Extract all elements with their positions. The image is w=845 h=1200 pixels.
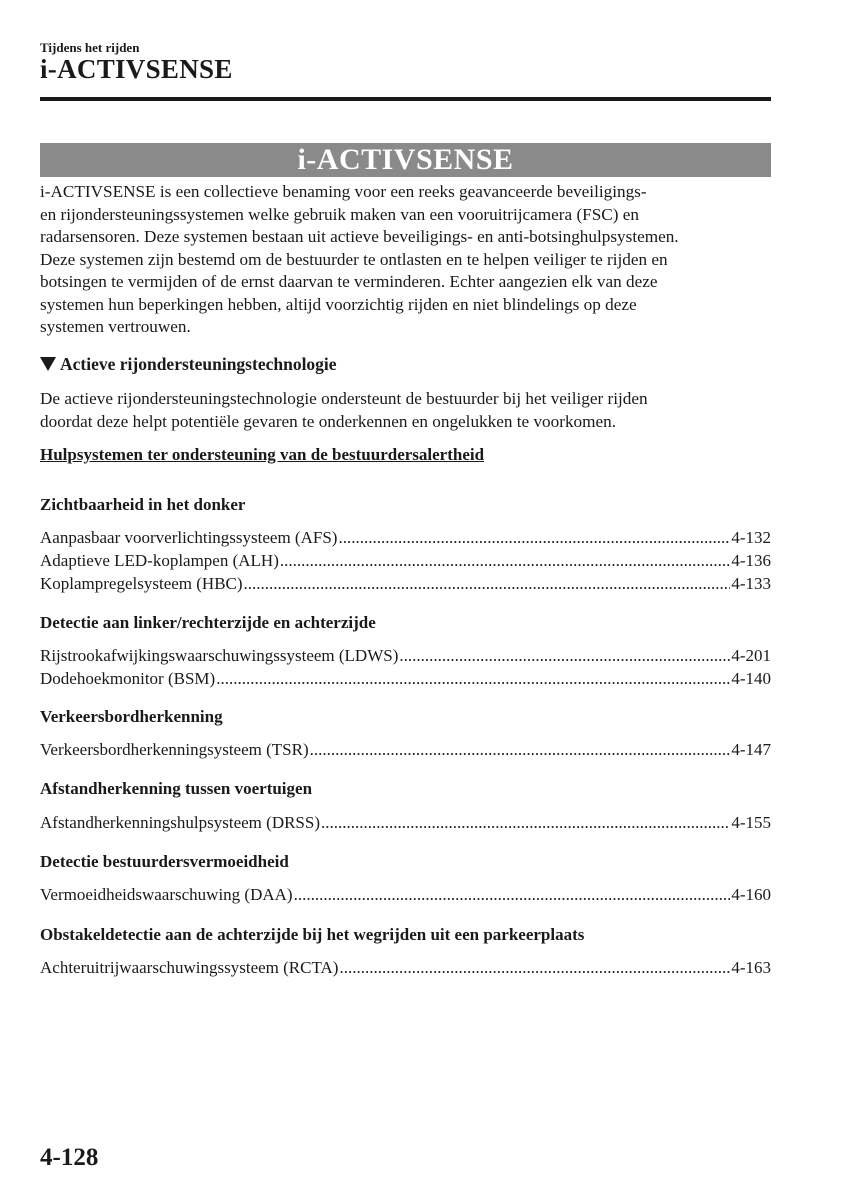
leader-dots [216, 669, 730, 689]
leader-dots [280, 551, 730, 571]
category-title: Zichtbaarheid in het donker [40, 495, 246, 514]
category-title: Detectie bestuurdersvermoeidheid [40, 852, 289, 871]
chapter-title: i-ACTIVSENSE [40, 54, 233, 84]
leader-dots [244, 574, 731, 594]
toc-entry-page: 4-160 [731, 885, 771, 904]
toc-entry [40, 958, 771, 978]
toc-entry-name: Dodehoekmonitor (BSM) [40, 669, 216, 688]
category-title: Detectie aan linker/rechterzijde en achterzijde [40, 613, 376, 632]
toc-entry [40, 574, 771, 594]
intro-line: botsingen te vermijden of de ernst daarvan te verminderen. Echter aangezien elk van deze [40, 272, 658, 291]
leader-dots [338, 528, 730, 548]
section-banner: i-ACTIVSENSE [40, 143, 771, 177]
subsection-paragraph [40, 388, 773, 433]
intro-paragraph [40, 181, 773, 339]
intro-line: systemen vertrouwen. [40, 317, 191, 336]
intro-line: en rijondersteuningssystemen welke gebruik maken van een vooruitrijcamera (FSC) en [40, 204, 640, 224]
intro-line: systemen hun beperkingen hebben, altijd voorzichtig rijden en niet blindelings op deze [40, 294, 637, 314]
toc-entry-page: 4-136 [731, 551, 771, 570]
leader-dots [399, 646, 730, 666]
toc-entry-page: 4-147 [731, 740, 771, 759]
toc-entry-name: Koplampregelsysteem (HBC) [40, 574, 243, 593]
toc-entry [40, 528, 771, 548]
triangle-down-icon [40, 357, 56, 371]
toc-entry-name: Adaptieve LED-koplampen (ALH) [40, 551, 279, 570]
toc-entry-name: Verkeersbordherkenningsysteem (TSR) [40, 740, 309, 759]
desc-line: De actieve rijondersteuningstechnologie ondersteunt de bestuurder bij het veiliger rijden [40, 389, 648, 408]
toc-entry [40, 885, 771, 905]
toc-entry-page: 4-133 [731, 574, 771, 593]
toc-entry-page: 4-140 [731, 669, 771, 688]
helper-systems-title: Hulpsystemen ter ondersteuning van de bestuurdersalertheid [40, 445, 485, 464]
toc-entry-name: Rijstrookafwijkingswaarschuwingssysteem (LDWS) [40, 646, 399, 665]
intro-line: i-ACTIVSENSE is een collectieve benaming voor een reeks geavanceerde beveiligings- [40, 182, 647, 201]
toc-entry-name: Achteruitrijwaarschuwingssysteem (RCTA) [40, 958, 339, 977]
category-title: Afstandherkenning tussen voertuigen [40, 779, 313, 798]
desc-line: doordat deze helpt potentiële gevaren te onderkennen en ongelukken te voorkomen. [40, 411, 617, 431]
toc-entry [40, 813, 771, 833]
toc-entry-name: Afstandherkenningshulpsysteem (DRSS) [40, 813, 321, 832]
toc-entry-name: Aanpasbaar voorverlichtingssysteem (AFS) [40, 528, 338, 547]
header-rule [40, 97, 771, 101]
intro-line: Deze systemen zijn bestemd om de bestuurder te ontlasten en te helpen veiliger te rijden en [40, 249, 668, 269]
subsection-title: Actieve rijondersteuningstechnologie [60, 354, 337, 374]
category-title: Verkeersbordherkenning [40, 707, 223, 726]
toc-entry-page: 4-155 [731, 813, 771, 832]
intro-line: radarsensoren. Deze systemen bestaan uit actieve beveiligings- en anti-botsinghulpsystemen. [40, 227, 679, 246]
toc-entry-name: Vermoeidheidswaarschuwing (DAA) [40, 885, 293, 904]
section-label: Tijdens het rijden [40, 40, 140, 55]
toc-entry [40, 646, 771, 666]
toc-entry-page: 4-163 [731, 958, 771, 977]
leader-dots [310, 740, 731, 760]
toc-entry [40, 740, 771, 760]
leader-dots [294, 885, 731, 905]
page-number: 4-128 [40, 1144, 99, 1171]
subsection-heading [40, 354, 337, 375]
toc-entry [40, 551, 771, 571]
toc-entry [40, 669, 771, 689]
category-title: Obstakeldetectie aan de achterzijde bij het wegrijden uit een parkeerplaats [40, 925, 585, 944]
toc-entry-page: 4-201 [731, 646, 771, 665]
leader-dots [321, 813, 730, 833]
leader-dots [339, 958, 730, 978]
toc-entry-page: 4-132 [731, 528, 771, 547]
